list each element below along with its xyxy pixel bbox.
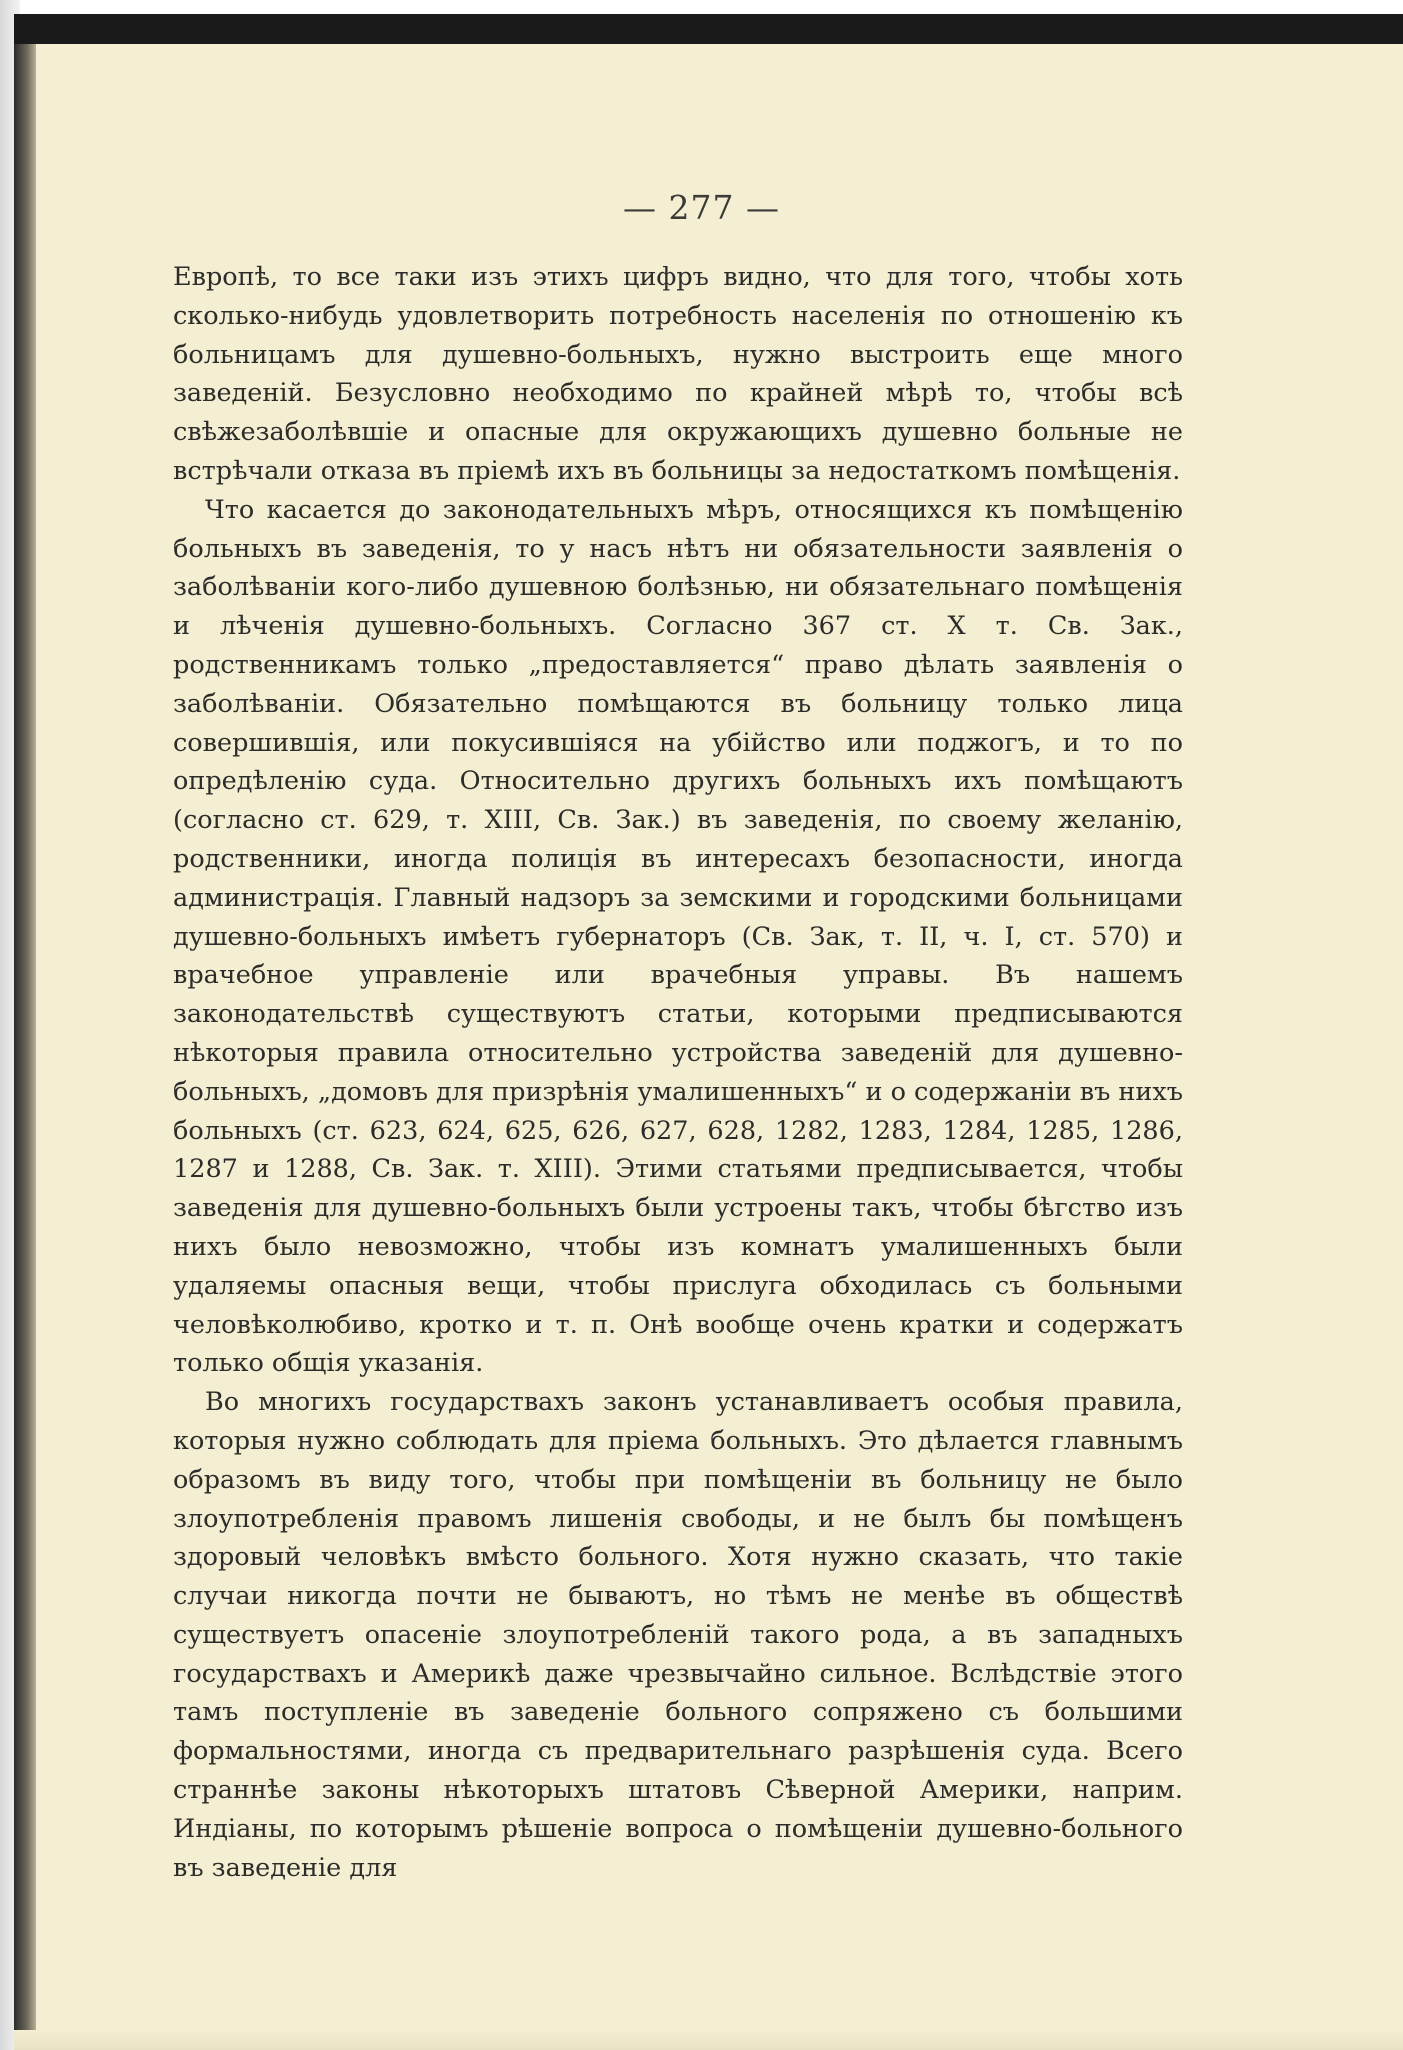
page-body-text — [173, 258, 1183, 1887]
book-spine-edge — [14, 14, 36, 2050]
page-number: — 277 — — [623, 188, 780, 227]
paragraph-1: Европѣ, то все таки изъ этихъ цифръ видно, что для того, чтобы хоть сколько-нибудь удовлетворить потребность населенія по отношенію къ больницамъ для душевно-больныхъ, нужно выстроить еще много заведеній. Безусловно необходимо по крайней мѣрѣ то, чтобы всѣ свѣжезаболѣвшіе и опасные для окружающихъ душевно больные не встрѣчали отказа въ пріемѣ ихъ въ больницы за недостаткомъ помѣщенія. — [173, 262, 1183, 486]
scan-top-border — [14, 14, 1403, 44]
paragraph-3: Во многихъ государствахъ законъ устанавливаетъ особыя правила, которыя нужно соблюдать для пріема больныхъ. Это дѣлается главнымъ образомъ въ виду того, чтобы при помѣщеніи въ больницу не было злоупотребленія правомъ лишенія свободы, и не былъ бы помѣщенъ здоровый человѣкъ вмѣсто больного. Хотя нужно сказать, что такіе случаи никогда почти не бываютъ, но тѣмъ не менѣе въ обществѣ существуетъ опасеніе злоупотребленій такого рода, а въ западныхъ государствахъ и Америкѣ даже чрезвычайно сильное. Вслѣдствіе этого тамъ поступленіе въ заведеніе больного сопряжено съ большими формальностями, иногда съ предварительнаго разрѣшенія суда. Всего страннѣе законы нѣкоторыхъ штатовъ Сѣверной Америки, наприм. Индіаны, по которымъ рѣшеніе вопроса о помѣщеніи душевно-больного въ заведеніе для — [173, 1387, 1183, 1883]
page-bottom-edge — [14, 2030, 1403, 2050]
paragraph-2: Что касается до законодательныхъ мѣръ, относящихся къ помѣщенію больныхъ въ заведенія, то у насъ нѣтъ ни обязательности заявленія о заболѣваніи кого-либо душевною болѣзнью, ни обязательнаго помѣщенія и лѣченія душевно-больныхъ. Согласно 367 ст. X т. Св. Зак., родственникамъ только „предоставляется“ право дѣлать заявленія о заболѣваніи. Обязательно помѣщаются въ больницу только лица совершившія, или покусившіяся на убійство или поджогъ, и то по опредѣленію суда. Относительно другихъ больныхъ ихъ помѣщаютъ (согласно ст. 629, т. XIII, Св. Зак.) въ заведенія, по своему желанію, родственники, иногда полиція въ интересахъ безопасности, иногда администрація. Главный надзоръ за земскими и городскими больницами душевно-больныхъ имѣетъ губернаторъ (Св. Зак, т. II, ч. I, ст. 570) и врачебное управленіе или врачебныя управы. Въ нашемъ законодательствѣ существуютъ статьи, которыми предписываются нѣкоторыя правила относительно устройства заведеній для душевно-больныхъ, „домовъ для призрѣнія умалишенныхъ“ и о содержаніи въ нихъ больныхъ (ст. 623, 624, 625, 626, 627, 628, 1282, 1283, 1284, 1285, 1286, 1287 и 1288, Св. Зак. т. XIII). Этими статьями предписывается, чтобы заведенія для душевно-больныхъ были устроены такъ, чтобы бѣгство изъ нихъ было невозможно, чтобы изъ комнатъ умалишенныхъ были удаляемы опасныя вещи, чтобы прислуга обходилась съ больными человѣколюбиво, кротко и т. п. Онѣ вообще очень кратки и содержатъ только общія указанія. — [173, 494, 1183, 1379]
